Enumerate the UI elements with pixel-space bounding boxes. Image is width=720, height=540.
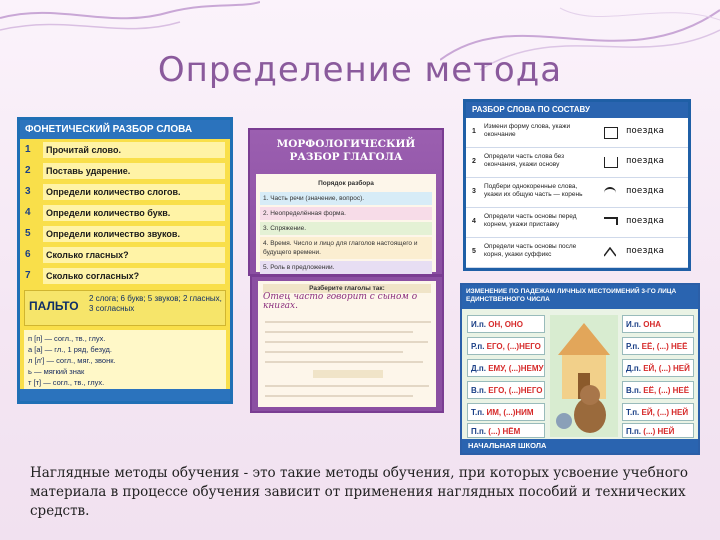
pronoun-form: ЕГО, (...)НЕГО (486, 342, 541, 351)
example-word-info: 2 слога; 6 букв; 5 звуков; 2 гласных, 3 согласных (89, 294, 222, 313)
step-item (23, 246, 227, 265)
order-row: 1. Часть речи (значение, вопрос). (260, 192, 432, 205)
case-form-left (467, 381, 545, 399)
step-text: Сколько согласных? (43, 268, 225, 284)
row-text: Измени форму слова, укажи окончание (484, 123, 571, 138)
order-title: Порядок разбора (318, 180, 374, 187)
poster-footer-bar (20, 389, 230, 401)
case-form-left (467, 337, 545, 355)
poster-verb-analysis (248, 128, 444, 276)
case-name: Д.п. (471, 364, 486, 373)
step-text: Определи количество слогов. (43, 184, 225, 200)
case-name: И.п. (626, 320, 642, 329)
composition-row (466, 118, 688, 148)
pronoun-form: (...) НЕЙ (643, 427, 675, 436)
step-number: 4 (25, 207, 31, 218)
ending-symbol-icon (604, 127, 618, 139)
order-row: 3. Спряжение. (260, 222, 432, 235)
sound-item: п [п] — согл., тв., глух. (28, 334, 106, 343)
composition-row (466, 208, 688, 238)
composition-row (466, 178, 688, 208)
pronoun-form: ОН, ОНО (488, 320, 523, 329)
house-and-bear-illustration (550, 315, 618, 437)
definition-caption: Наглядные методы обучения - это такие методы обучения, при которых усвоение учебного материала в процессе обучения зависит от применения наглядных пособий и технических средств. (30, 465, 689, 519)
row-word: поездка (626, 156, 664, 166)
case-form-right (622, 381, 694, 399)
order-row: 5. Роль в предложении. (260, 261, 432, 274)
poster-footer: НАЧАЛЬНАЯ ШКОЛА (462, 439, 698, 453)
row-number: 4 (472, 218, 476, 225)
sound-item: ь — мягкий знак (28, 367, 85, 376)
case-form-right (622, 337, 694, 355)
pronoun-form: ЕЁ, (...) НЕЁ (643, 386, 690, 395)
step-item (23, 162, 227, 181)
step-item (23, 141, 227, 160)
case-name: Т.п. (626, 408, 640, 417)
poster-header-line: РАЗБОР ГЛАГОЛА (289, 151, 403, 163)
step-text: Прочитай слово. (43, 142, 225, 158)
step-number: 6 (25, 249, 31, 260)
case-form-left (467, 403, 545, 421)
poster-header (250, 130, 442, 172)
step-item (23, 204, 227, 223)
row-number: 3 (472, 188, 476, 195)
sample-title: Разберите глаголы так: (263, 284, 431, 293)
case-name: В.п. (471, 386, 487, 395)
pronoun-form: (...) НЁМ (488, 427, 521, 436)
row-number: 5 (472, 248, 476, 255)
step-item (23, 267, 227, 286)
step-number: 3 (25, 186, 31, 197)
pronoun-form: ЕЙ, (...) НЕЙ (641, 408, 689, 417)
poster-phonetic-analysis (17, 117, 233, 404)
row-word: поездка (626, 216, 664, 226)
pronoun-form: ЕЁ, (...) НЕЁ (641, 342, 688, 351)
pronoun-form: ЕГО, (...)НЕГО (488, 386, 543, 395)
case-name: И.п. (471, 320, 487, 329)
pronoun-form: ЕЙ, (...) НЕЙ (643, 364, 690, 373)
case-name: Д.п. (626, 364, 641, 373)
step-text: Определи количество букв. (43, 205, 225, 221)
fairy-tale-illustration (550, 315, 618, 437)
prefix-symbol-icon (604, 217, 618, 225)
step-number: 7 (25, 270, 31, 281)
poster-word-composition (463, 99, 691, 271)
step-number: 2 (25, 165, 31, 176)
row-word: поездка (626, 246, 664, 256)
pronoun-form: ИМ, (...)НИМ (486, 408, 534, 417)
case-name: Р.п. (471, 342, 485, 351)
sound-item: а [а] — гл., 1 ряд, безуд. (28, 345, 112, 354)
example-word-box (24, 290, 226, 326)
step-text: Сколько гласных? (43, 247, 225, 263)
sound-item: л [л'] — согл., мяг., звонк. (28, 356, 116, 365)
composition-row (466, 148, 688, 178)
case-name: П.п. (471, 427, 487, 436)
root-symbol-icon (604, 187, 616, 199)
row-text: Определи часть основы перед корнем, укажи приставку (484, 213, 577, 228)
sample-panel (258, 281, 436, 407)
order-row: 2. Неопределённая форма. (260, 207, 432, 220)
row-word: поездка (626, 186, 664, 196)
case-name: Р.п. (626, 342, 640, 351)
stem-symbol-icon (604, 157, 618, 168)
poster-header: РАЗБОР СЛОВА ПО СОСТАВУ (466, 102, 688, 118)
step-text: Поставь ударение. (43, 163, 225, 179)
case-form-right (622, 423, 694, 438)
page-title: Определение метода (157, 50, 563, 90)
composition-row (466, 238, 688, 268)
order-panel (256, 174, 436, 272)
case-name: П.п. (626, 427, 642, 436)
step-number: 5 (25, 228, 31, 239)
poster-header: ИЗМЕНЕНИЕ ПО ПАДЕЖАМ ЛИЧНЫХ МЕСТОИМЕНИЙ 3-ГО ЛИЦА ЕДИНСТВЕННОГО ЧИСЛА (462, 285, 698, 309)
poster-header: ФОНЕТИЧЕСКИЙ РАЗБОР СЛОВА (20, 120, 230, 139)
step-number: 1 (25, 144, 31, 155)
row-word: поездка (626, 126, 664, 136)
pronoun-form: ЕМУ, (...)НЕМУ (488, 364, 544, 373)
step-item (23, 225, 227, 244)
step-item (23, 183, 227, 202)
poster-pronoun-declension (460, 283, 700, 455)
case-form-left (467, 359, 545, 377)
sound-item: т [т] — согл., тв., глух. (28, 378, 105, 387)
row-text: Определи часть слова без окончания, укажи основу (484, 153, 565, 168)
step-text: Определи количество звуков. (43, 226, 225, 242)
order-row: 4. Время. Число и лицо для глаголов настоящего и будущего времени. (260, 237, 432, 259)
sample-sentence: Отец часто говорит с сыном о книгах. (263, 292, 418, 311)
case-name: В.п. (626, 386, 642, 395)
pronoun-form: ОНА (643, 320, 662, 329)
row-number: 1 (472, 128, 476, 135)
case-form-right (622, 403, 694, 421)
poster-verb-analysis-sample (250, 275, 444, 413)
case-form-right (622, 315, 694, 333)
case-name: Т.п. (471, 408, 485, 417)
example-word: ПАЛЬТО (29, 299, 79, 313)
sample-lines-illustration (263, 314, 433, 404)
case-form-left (467, 423, 545, 438)
poster-header-line: МОРФОЛОГИЧЕСКИЙ (276, 138, 416, 150)
row-number: 2 (472, 158, 476, 165)
row-text: Подбери однокоренные слова, укажи их общую часть — корень (484, 183, 583, 198)
suffix-symbol-icon (604, 247, 616, 257)
row-text: Определи часть основы после корня, укажи суффикс (484, 243, 577, 258)
case-form-left (467, 315, 545, 333)
case-form-right (622, 359, 694, 377)
